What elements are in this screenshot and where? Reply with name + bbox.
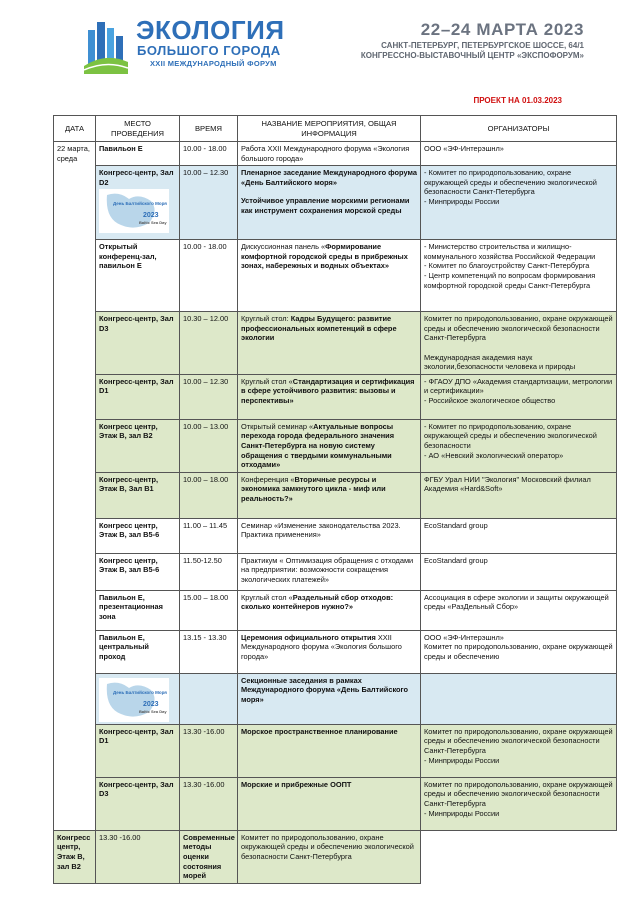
brand-subtitle: БОЛЬШОГО ГОРОДА bbox=[137, 43, 281, 58]
place-cell bbox=[96, 472, 180, 518]
event-text: Круглый стол « bbox=[241, 376, 293, 386]
place-text: Павильон Е bbox=[99, 144, 143, 153]
event-text: Круглый стол « bbox=[241, 592, 293, 602]
organizers-cell bbox=[421, 553, 617, 590]
event-dates: 22–24 МАРТА 2023 bbox=[420, 20, 584, 39]
event-cell bbox=[238, 240, 421, 312]
table-row bbox=[54, 312, 617, 375]
event-text: Открытый семинар « bbox=[241, 421, 314, 431]
place-cell bbox=[96, 673, 180, 724]
table-row bbox=[54, 166, 617, 240]
event-text: Круглый стол: bbox=[241, 314, 291, 324]
event-cell bbox=[238, 553, 421, 590]
organizer-line: - Комитет по природопользованию, охране окружающей среды и обеспечению экологической безопасности Санкт-Петербурга bbox=[424, 168, 597, 197]
organizers-cell bbox=[421, 673, 617, 724]
event-cell bbox=[180, 830, 238, 883]
place-text: Конгресс-центр, Зал D3 bbox=[99, 779, 174, 799]
organizer-line: - Минприроды России bbox=[424, 196, 500, 206]
place-cell bbox=[96, 374, 180, 419]
table-row bbox=[54, 777, 617, 830]
header-date: ДАТА bbox=[54, 116, 96, 142]
organizers-cell bbox=[238, 830, 421, 883]
event-title: Вторичные ресурсы и экономика замкнутого цикла - миф или реальность?» bbox=[241, 474, 386, 503]
place-text: Конгресс центр, Этаж B, зал B2 bbox=[57, 832, 91, 871]
time-cell: 10.00 – 18.00 bbox=[180, 472, 238, 518]
place-cell bbox=[96, 419, 180, 472]
organizers-cell bbox=[421, 518, 617, 553]
svg-text:День Балтийского Моря: День Балтийского Моря bbox=[113, 201, 167, 207]
organizer-line: - Минприроды России bbox=[424, 755, 500, 765]
organizer-line: - Комитет по природопользованию, охране окружающей среды и обеспечению экологической безопасности bbox=[424, 421, 597, 450]
time-cell: 11.50-12.50 bbox=[180, 553, 238, 590]
organizers-cell bbox=[421, 590, 617, 630]
organizer-line: - Минприроды России bbox=[424, 808, 500, 818]
event-cell bbox=[238, 630, 421, 673]
place-text: Павильон Е, центральный проход bbox=[99, 632, 149, 661]
place-cell bbox=[96, 166, 180, 240]
forum-logo-icon bbox=[84, 16, 128, 74]
svg-text:День Балтийского Моря: День Балтийского Моря bbox=[113, 689, 167, 695]
organizer-line bbox=[424, 343, 613, 353]
table-row bbox=[54, 553, 617, 590]
place-text: Конгресс-центр, Зал D1 bbox=[99, 726, 174, 746]
time-cell: 10.00 – 12.30 bbox=[180, 374, 238, 419]
organizers-cell bbox=[421, 777, 617, 830]
organizer-line bbox=[424, 676, 613, 686]
time-cell: 13.30 -16.00 bbox=[180, 777, 238, 830]
time-cell: 15.00 – 18.00 bbox=[180, 590, 238, 630]
event-title: Церемония официального открытия bbox=[241, 632, 376, 642]
place-cell bbox=[96, 553, 180, 590]
organizer-line: ООО «ЭФ-Интерэшнл» bbox=[424, 632, 504, 642]
place-cell bbox=[96, 777, 180, 830]
event-cell bbox=[238, 724, 421, 777]
brand-title: ЭКОЛОГИЯ bbox=[136, 15, 285, 45]
place-text: Открытый конференц-зал, павильон Е bbox=[99, 242, 157, 271]
table-row bbox=[54, 518, 617, 553]
project-version: ПРОЕКТ НА 01.03.2023 bbox=[473, 96, 562, 105]
place-text: Конгресс центр, Этаж B, зал B5-6 bbox=[99, 520, 160, 540]
place-cell bbox=[96, 518, 180, 553]
organizers-cell bbox=[421, 166, 617, 240]
table-row bbox=[54, 419, 617, 472]
organizers-cell bbox=[421, 472, 617, 518]
place-text: Конгресс центр, Этаж B, зал B5-6 bbox=[99, 555, 160, 575]
event-title: Формирование комфортной городской среды в прибрежных зонах, набережных и водных объектах» bbox=[241, 242, 408, 271]
event-text: Практикум « Оптимизация обращения с отходами на предприятии: возможности сокращения экологических платежей» bbox=[241, 555, 414, 584]
place-text: Конгресс-центр, Зал D1 bbox=[99, 376, 174, 396]
event-cell bbox=[238, 142, 421, 166]
organizer-line: - Российское экологическое общество bbox=[424, 395, 556, 405]
place-cell bbox=[96, 142, 180, 166]
place-text: Павильон Е, презентационная зона bbox=[99, 592, 163, 621]
svg-text:Baltic Sea Day: Baltic Sea Day bbox=[139, 220, 167, 226]
place-text: Конгресс-центр, Этаж B, Зал B1 bbox=[99, 474, 159, 494]
organizer-line: - ФГАОУ ДПО «Академия стандартизации, метрологии и сертификации» bbox=[424, 376, 613, 396]
event-text: XXII Международного форума «Экология большого города» bbox=[241, 632, 402, 661]
place-cell bbox=[54, 830, 96, 883]
event-text: Семинар «Изменение законодательства 2023. Практика применения» bbox=[241, 520, 401, 540]
event-cell bbox=[238, 590, 421, 630]
event-title: Морские и прибрежные ООПТ bbox=[241, 779, 352, 789]
organizers-cell bbox=[421, 312, 617, 375]
organizers-cell bbox=[421, 724, 617, 777]
event-cell bbox=[238, 312, 421, 375]
table-row bbox=[54, 673, 617, 724]
event-text: Конференция « bbox=[241, 474, 295, 484]
organizer-line: EcoStandard group bbox=[424, 520, 488, 530]
event-title: Современные методы оценки состояния морей bbox=[183, 832, 235, 881]
place-cell bbox=[96, 630, 180, 673]
event-cell bbox=[238, 518, 421, 553]
time-cell: 13.30 -16.00 bbox=[180, 724, 238, 777]
organizers-cell bbox=[421, 419, 617, 472]
organizer-line: Комитет по природопользованию, охране окружающей среды и обеспечению экологической безопасности Санкт-Петербурга bbox=[241, 832, 414, 861]
organizers-cell bbox=[421, 240, 617, 312]
event-title: Секционные заседания в рамках Международного форума «День Балтийского моря» bbox=[241, 675, 409, 704]
event-title: Пленарное заседание Международного форума «День Балтийского моря» bbox=[241, 168, 417, 187]
time-cell: 10.00 – 13.00 bbox=[180, 419, 238, 472]
place-text: Конгресс-центр, Зал D2 bbox=[99, 168, 174, 187]
table-header-row bbox=[54, 116, 617, 142]
svg-text:Baltic Sea Day: Baltic Sea Day bbox=[139, 708, 167, 714]
baltic-sea-day-logo-icon bbox=[99, 678, 169, 722]
time-cell: 13.30 -16.00 bbox=[96, 830, 180, 883]
organizer-line: Ассоциация в сфере экологии и защиты окружающей среды «РазДельный Сбор» bbox=[424, 592, 609, 612]
time-cell: 11.00 – 11.45 bbox=[180, 518, 238, 553]
event-title: Морское пространственное планирование bbox=[241, 726, 398, 736]
event-title: Актуальные вопросы перехода города федерального значения Санкт-Петербурга на новую систему обращения с твердыми коммунальными отходами» bbox=[241, 421, 395, 470]
event-title: Раздельный сбор отходов: сколько контейнеров нужно?» bbox=[241, 592, 394, 612]
place-text: Конгресс-центр, Зал D3 bbox=[99, 314, 174, 333]
event-cell bbox=[238, 777, 421, 830]
header-event: НАЗВАНИЕ МЕРОПРИЯТИЯ, ОБЩАЯ ИНФОРМАЦИЯ bbox=[238, 116, 421, 142]
date-cell: 22 марта, среда bbox=[54, 142, 96, 831]
organizer-line: ООО «ЭФ-Интерэшнл» bbox=[424, 144, 504, 153]
baltic-sea-day-logo-icon bbox=[99, 189, 169, 233]
time-cell: 10.00 - 18.00 bbox=[180, 142, 238, 166]
organizer-line: Комитет по природопользованию, охране окружающей среды и обеспечению экологической безопасности Санкт-Петербурга bbox=[424, 314, 613, 343]
organizer-line: - АО «Невский экологический оператор» bbox=[424, 450, 564, 460]
event-address: САНКТ-ПЕТЕРБУРГ, ПЕТЕРБУРГСКОЕ ШОССЕ, 64/1 bbox=[381, 41, 584, 50]
organizer-line: - Центр компетенций по вопросам формирования комфортной городской среды Санкт-Петербурга bbox=[424, 270, 596, 290]
event-title: Кадры Будущего: развитие профессиональных компетенций в сфере экологии bbox=[241, 314, 397, 343]
time-cell: 10.30 – 12.00 bbox=[180, 312, 238, 375]
schedule-table bbox=[53, 115, 617, 884]
organizer-line: Комитет по природопользованию, охране окружающей среды и обеспечению экологической безопасности Санкт-Петербурга bbox=[424, 779, 613, 808]
event-title: Стандартизация и сертификация в сфере устойчивого развития: вызовы и перспективы» bbox=[241, 376, 415, 405]
organizer-line: Комитет по природопользованию, охране окружающей среды и обеспечению bbox=[424, 642, 613, 661]
svg-text:2023: 2023 bbox=[143, 212, 159, 220]
time-cell: 10.00 - 18.00 bbox=[180, 240, 238, 312]
event-text: Дискуссионная панель « bbox=[241, 242, 326, 252]
organizer-line: Международная академия наук экологии,безопасности человека и природы bbox=[424, 352, 576, 372]
svg-text:2023: 2023 bbox=[143, 700, 159, 708]
organizer-line: ФГБУ Урал НИИ "Экология" Московский филиал Академия «Hard&Soft» bbox=[424, 474, 591, 494]
organizer-line: Комитет по природопользованию, охране окружающей среды и обеспечению экологической безопасности Санкт-Петербурга bbox=[424, 726, 613, 755]
organizers-cell bbox=[421, 142, 617, 166]
table-row bbox=[54, 374, 617, 419]
time-cell bbox=[180, 673, 238, 724]
place-cell bbox=[96, 724, 180, 777]
brand-caption: XXII МЕЖДУНАРОДНЫЙ ФОРУМ bbox=[150, 59, 277, 68]
header-time: ВРЕМЯ bbox=[180, 116, 238, 142]
place-cell bbox=[96, 590, 180, 630]
event-cell bbox=[238, 166, 421, 240]
table-row bbox=[54, 630, 617, 673]
event-subtitle: Устойчивое управление морскими регионами как инструмент сохранения морской среды bbox=[241, 196, 410, 215]
table-row bbox=[54, 590, 617, 630]
organizer-line: EcoStandard group bbox=[424, 555, 488, 565]
organizer-line: - Министерство строительства и жилищно-коммунального хозяйства Российской Федерации bbox=[424, 242, 596, 261]
place-cell bbox=[96, 312, 180, 375]
event-cell bbox=[238, 472, 421, 518]
table-row bbox=[54, 240, 617, 312]
event-text: Работа XXII Международного форума «Экология большого города» bbox=[241, 144, 410, 163]
event-cell bbox=[238, 419, 421, 472]
organizer-line: - Комитет по благоустройству Санкт-Петербурга bbox=[424, 261, 590, 271]
event-cell bbox=[238, 673, 421, 724]
table-row bbox=[54, 724, 617, 777]
table-row bbox=[54, 472, 617, 518]
event-venue: КОНГРЕССНО-ВЫСТАВОЧНЫЙ ЦЕНТР «ЭКСПОФОРУМ» bbox=[360, 51, 584, 60]
time-cell: 13.15 - 13.30 bbox=[180, 630, 238, 673]
organizers-cell bbox=[421, 374, 617, 419]
organizers-cell bbox=[421, 630, 617, 673]
table-row bbox=[54, 830, 617, 883]
header-organizers: ОРГАНИЗАТОРЫ bbox=[421, 116, 617, 142]
header-place: МЕСТО ПРОВЕДЕНИЯ bbox=[96, 116, 180, 142]
time-cell: 10.00 – 12.30 bbox=[180, 166, 238, 240]
place-cell bbox=[96, 240, 180, 312]
event-cell bbox=[238, 374, 421, 419]
page-header bbox=[0, 0, 640, 105]
table-row bbox=[54, 142, 617, 166]
place-text: Конгресс центр, Этаж B, зал B2 bbox=[99, 421, 158, 441]
